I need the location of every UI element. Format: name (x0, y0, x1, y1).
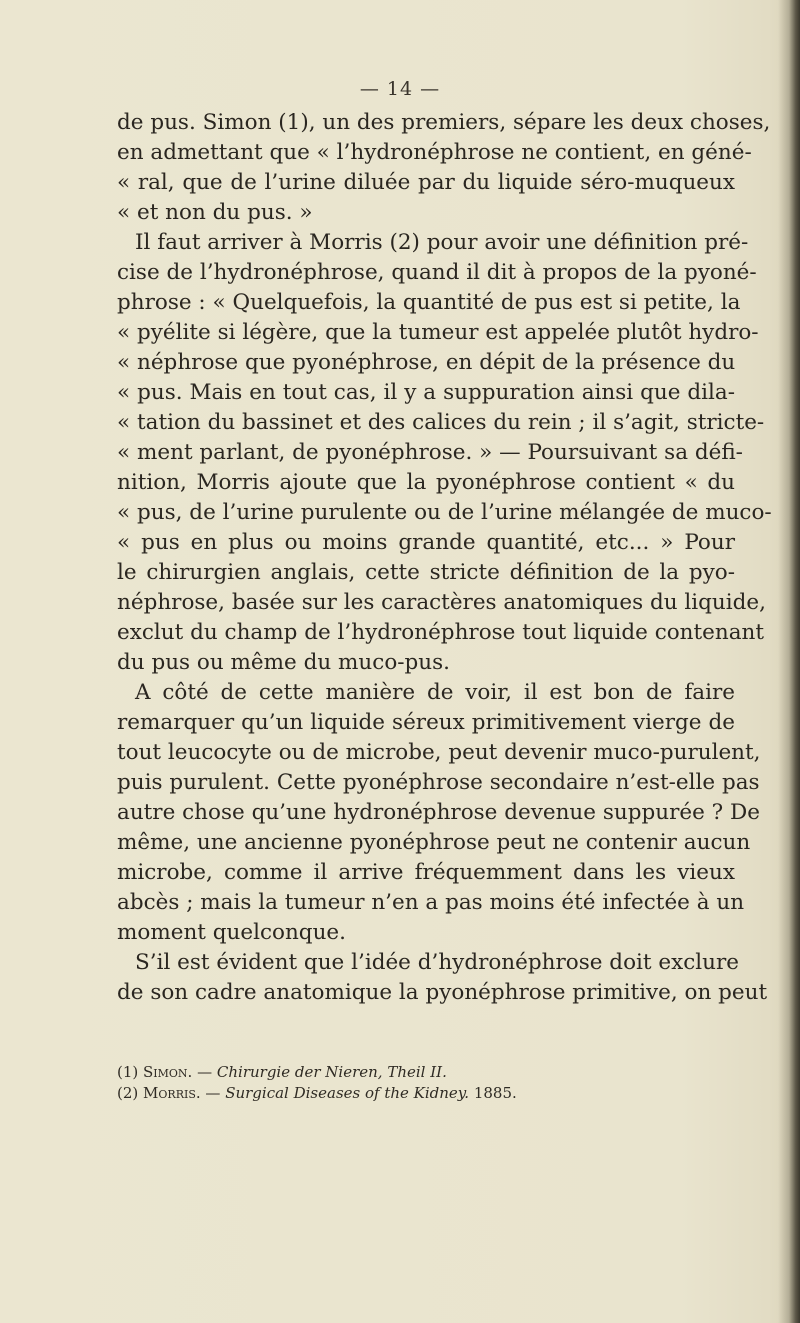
text-line: en admettant que « l’hydronéphrose ne contient, en géné- (117, 140, 752, 165)
text-line: « pyélite si légère, que la tumeur est appelée plutôt hydro- (117, 320, 759, 345)
text-line: S’il est évident que l’idée d’hydronéphrose doit exclure (135, 950, 739, 975)
text-line: « et non du pus. » (117, 200, 313, 225)
text-line: abcès ; mais la tumeur n’en a pas moins été infectée à un (117, 890, 745, 915)
text-line: « pus, de l’urine purulente ou de l’urine mélangée de muco- (117, 500, 772, 525)
footnote-dash: — (197, 1063, 213, 1081)
text-line: microbe, comme il arrive fréquemment dans les vieux (117, 860, 735, 885)
footnote-1 (117, 1062, 735, 1083)
text-line: phrose : « Quelquefois, la quantité de pus est si petite, la (117, 290, 741, 315)
footnote-title: Surgical Diseases of the Kidney. (225, 1084, 470, 1102)
text-line: puis purulent. Cette pyonéphrose secondaire n’est-elle pas (117, 770, 760, 795)
text-line: « pus. Mais en tout cas, il y a suppuration ainsi que dila- (117, 380, 735, 405)
text-line: même, une ancienne pyonéphrose peut ne contenir aucun (117, 830, 751, 855)
text-line: A côté de cette manière de voir, il est bon de faire (135, 680, 735, 705)
footnote-number: (1) (117, 1063, 139, 1081)
text-line: Il faut arriver à Morris (2) pour avoir une définition pré- (135, 230, 749, 255)
page-number-header: — 14 — (359, 78, 441, 100)
footnote-number: (2) (117, 1084, 139, 1102)
text-line: « ment parlant, de pyonéphrose. » — Poursuivant sa défi- (117, 440, 743, 465)
footnote-dash: — (205, 1084, 221, 1102)
text-line: remarquer qu’un liquide séreux primitivement vierge de (117, 710, 735, 735)
text-line: le chirurgien anglais, cette stricte définition de la pyo- (117, 560, 735, 585)
text-line: moment quelconque. (117, 920, 346, 945)
text-line: « néphrose que pyonéphrose, en dépit de la présence du (117, 350, 736, 375)
footnote-author: Morris. (143, 1084, 201, 1102)
text-line: « pus en plus ou moins grande quantité, etc... » Pour (117, 530, 735, 555)
text-line: nition, Morris ajoute que la pyonéphrose contient « du (117, 470, 735, 495)
text-line: exclut du champ de l’hydronéphrose tout liquide contenant (117, 620, 765, 645)
text-line: « tation du bassinet et des calices du rein ; il s’agit, stricte- (117, 410, 765, 435)
text-line: autre chose qu’une hydronéphrose devenue suppurée ? De (117, 800, 760, 825)
body-text (117, 108, 772, 1008)
text-line: « ral, que de l’urine diluée par du liquide séro-muqueux (117, 170, 735, 195)
text-line: du pus ou même du muco-pus. (117, 650, 451, 675)
text-line: cise de l’hydronéphrose, quand il dit à propos de la pyoné- (117, 260, 757, 285)
text-line: néphrose, basée sur les caractères anatomiques du liquide, (117, 590, 766, 615)
text-line: tout leucocyte ou de microbe, peut devenir muco-purulent, (117, 740, 761, 765)
footnote-2 (117, 1083, 735, 1104)
footnote-title: Chirurgie der Nieren, Theil II. (216, 1063, 447, 1081)
footnote-author: Simon. (143, 1063, 193, 1081)
text-line: de pus. Simon (1), un des premiers, sépare les deux choses, (117, 110, 771, 135)
footnote-year: 1885. (473, 1084, 517, 1102)
footnotes (117, 1062, 735, 1104)
page-edge-shadow (778, 0, 800, 1323)
text-line: de son cadre anatomique la pyonéphrose primitive, on peut (117, 980, 768, 1005)
